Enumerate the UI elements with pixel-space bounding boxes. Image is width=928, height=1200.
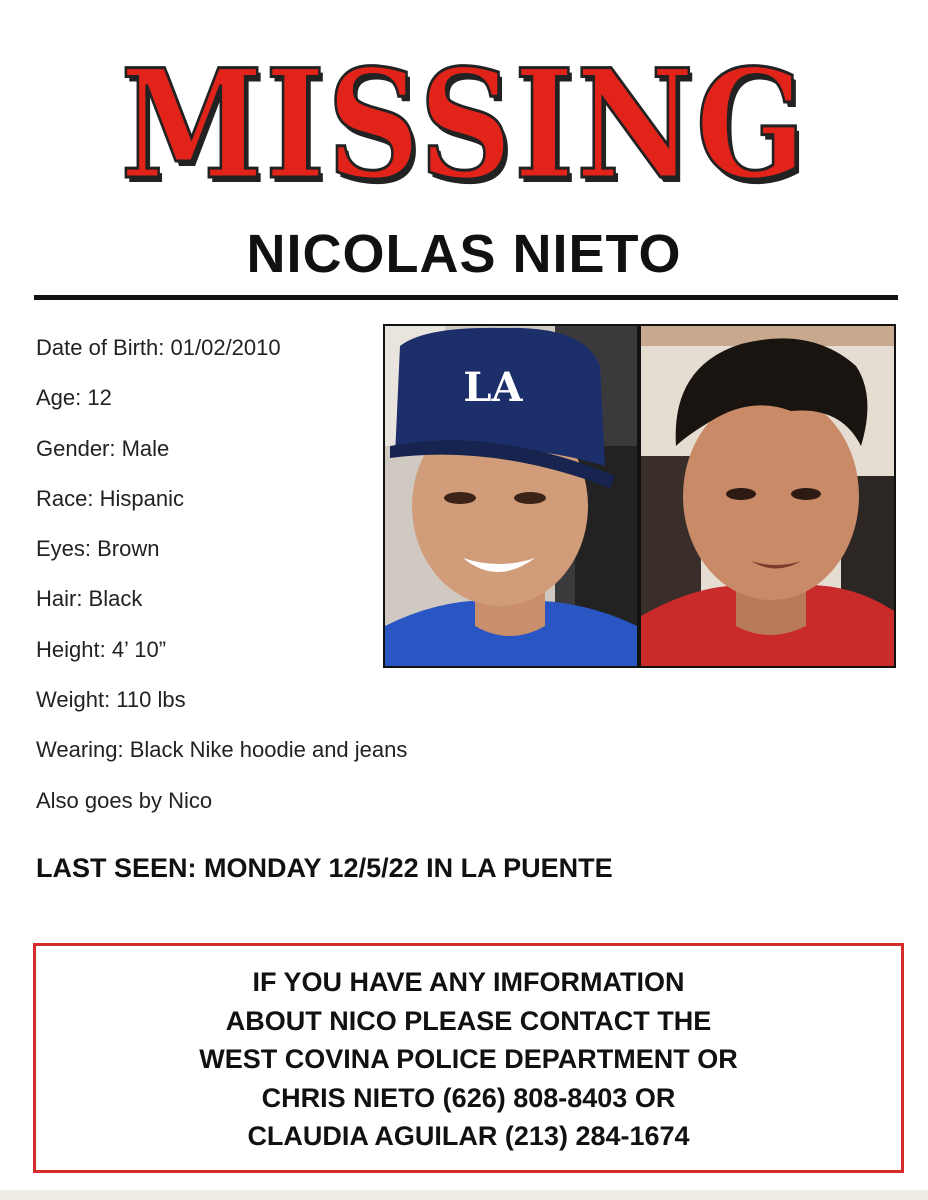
detail-wearing: Wearing: Black Nike hoodie and jeans (36, 737, 408, 763)
detail-age: Age: 12 (36, 385, 112, 411)
headline: MISSING (120, 37, 808, 213)
photos-frame (383, 324, 896, 668)
detail-alias: Also goes by Nico (36, 787, 213, 813)
contact-line: CHRIS NIETO (626) 808-8403 OR (261, 1082, 676, 1113)
photo-with-cap (385, 326, 637, 666)
contact-line: CLAUDIA AGUILAR (213) 284-1674 (247, 1121, 690, 1151)
divider-rule (34, 295, 898, 300)
contact-line: ABOUT NICO PLEASE CONTACT THE (225, 1005, 712, 1036)
detail-height: Height: 4’ 10” (36, 636, 167, 662)
contact-box (33, 943, 904, 1173)
detail-weight: Weight: 110 lbs (36, 687, 186, 713)
contact-line: WEST COVINA POLICE DEPARTMENT OR (199, 1044, 738, 1074)
detail-race: Race: Hispanic (36, 485, 184, 511)
detail-eyes: Eyes: Brown (36, 536, 160, 562)
detail-gender: Gender: Male (36, 435, 170, 461)
photo-without-cap-image (641, 326, 894, 666)
photo-without-cap (641, 326, 894, 666)
last-seen: LAST SEEN: MONDAY 12/5/22 IN LA PUENTE (36, 853, 613, 883)
contact-text (36, 963, 901, 1156)
contact-line: IF YOU HAVE ANY IMFORMATION (252, 967, 685, 997)
detail-date-of-birth: Date of Birth: 01/02/2010 (36, 335, 281, 360)
cap-logo: LA (463, 364, 523, 411)
bottom-band (0, 1190, 928, 1200)
photo-with-cap-image (385, 326, 637, 666)
detail-hair: Hair: Black (36, 586, 143, 612)
person-name: NICOLAS NIETO (246, 224, 682, 284)
